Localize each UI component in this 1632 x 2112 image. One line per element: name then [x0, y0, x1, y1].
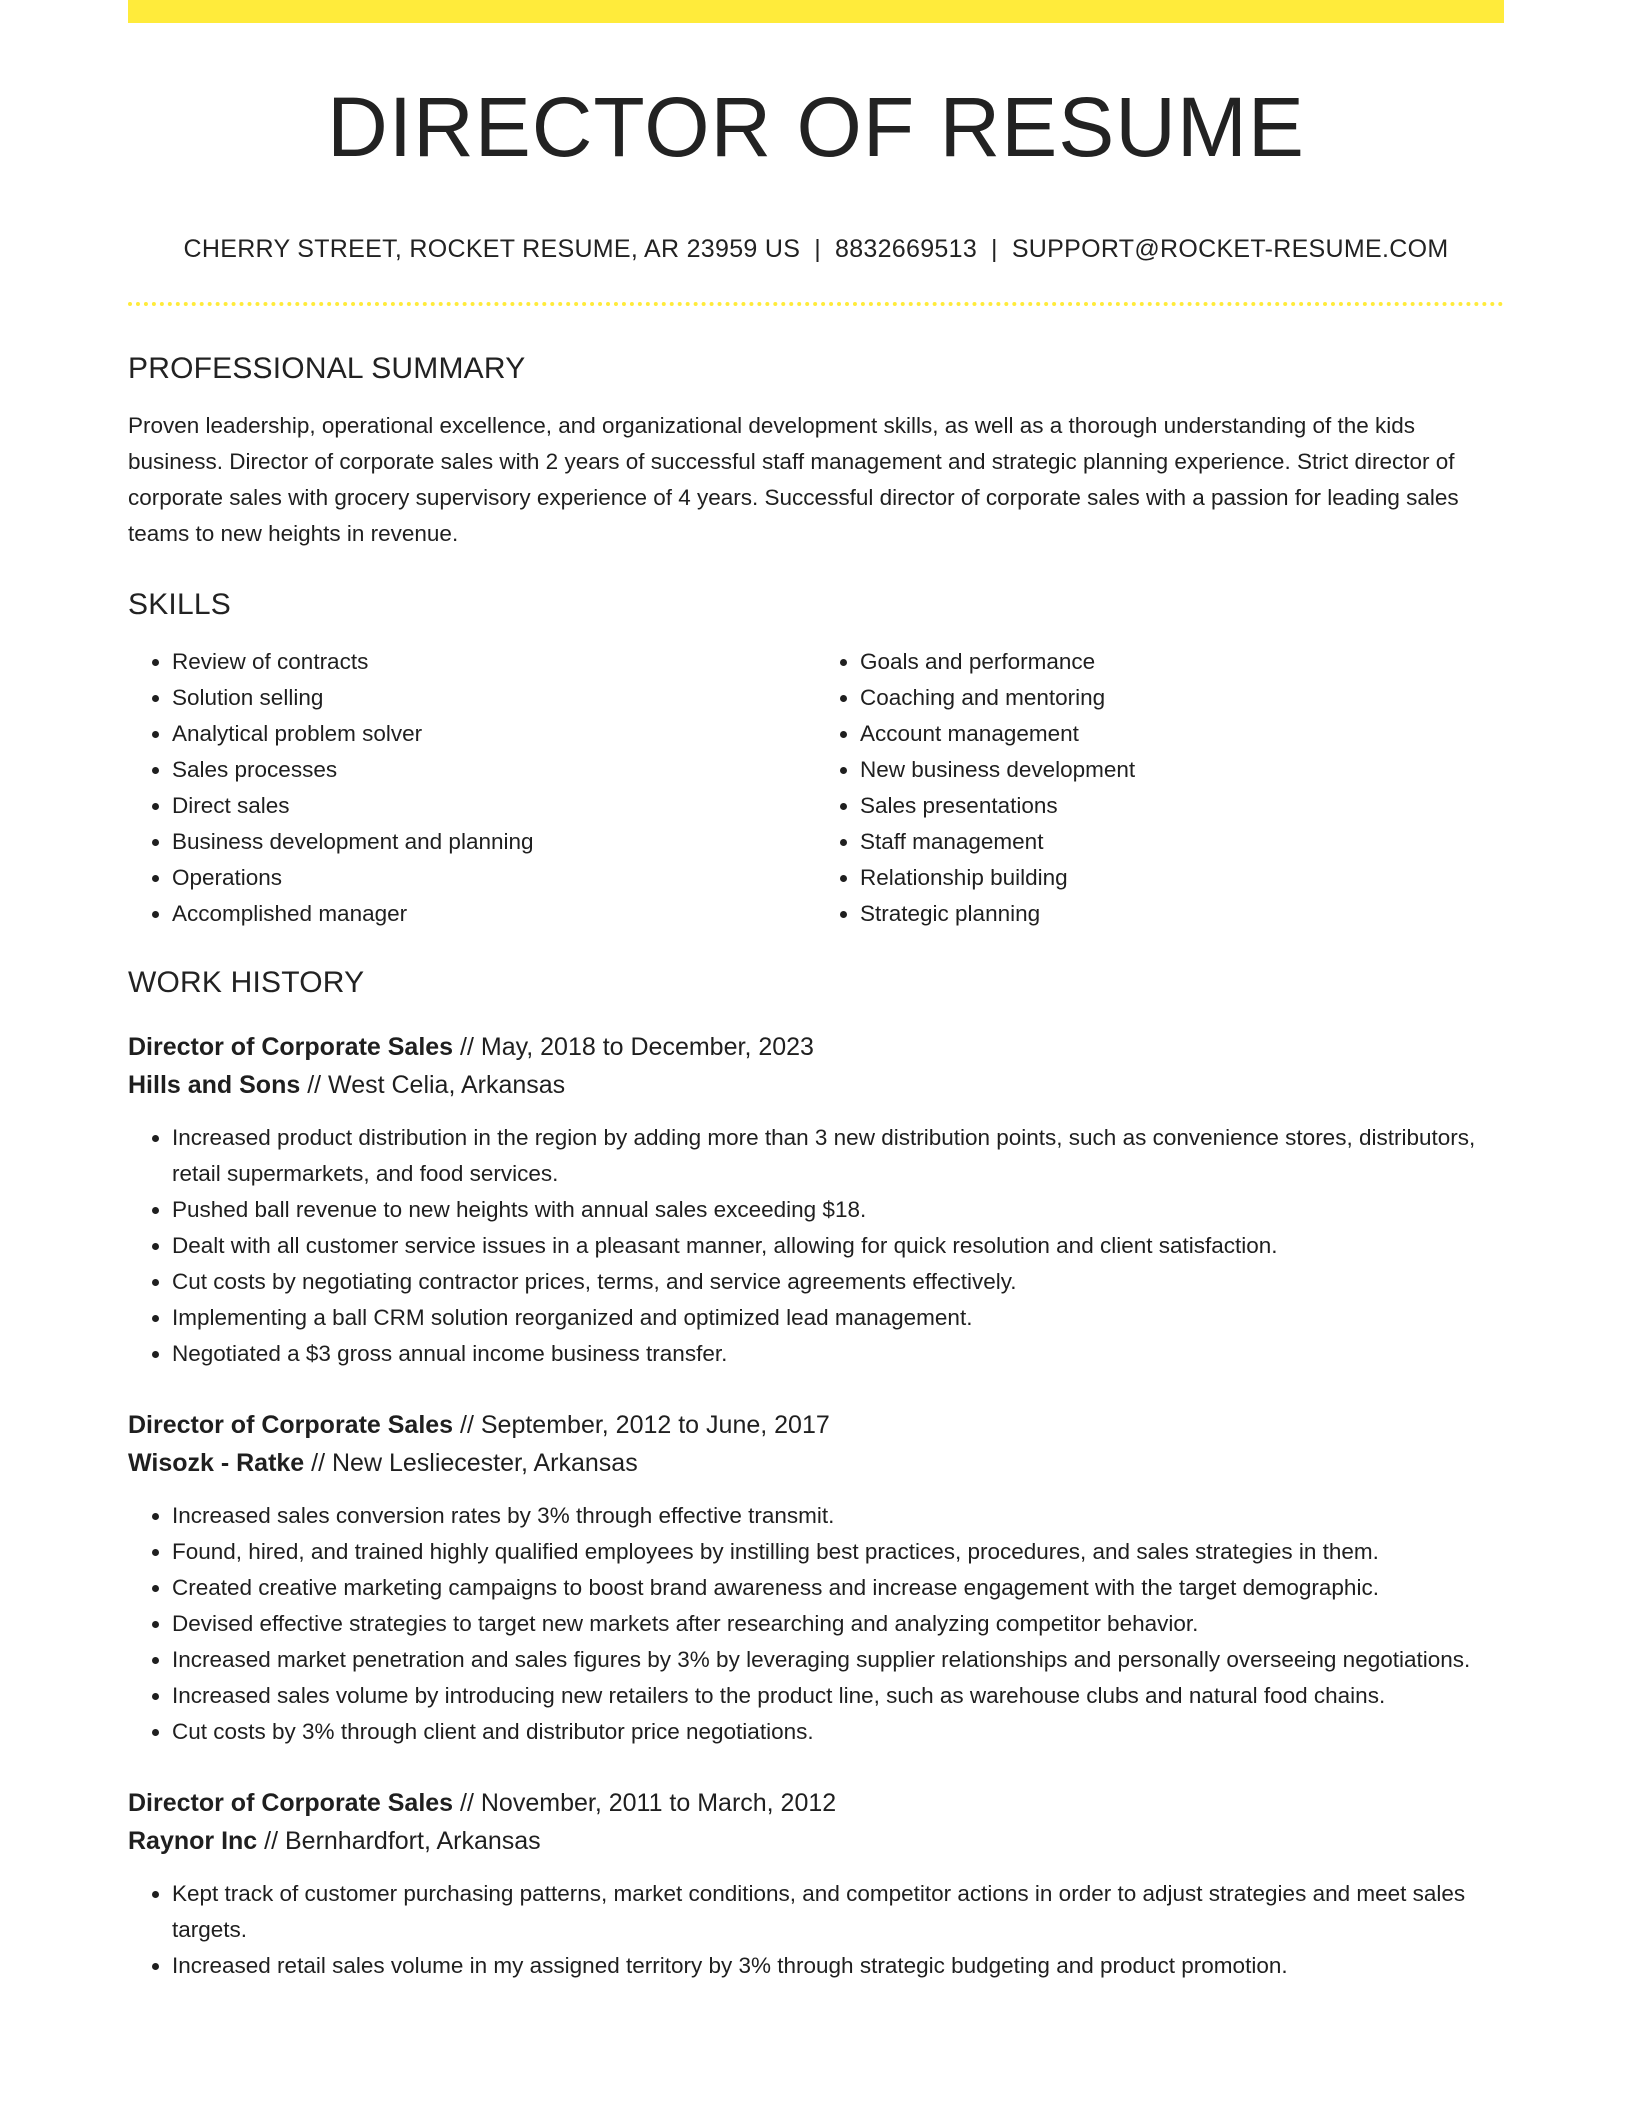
dotted-divider — [128, 302, 1504, 306]
contact-separator: | — [814, 235, 821, 263]
skill-item: • Business development and planning — [172, 824, 816, 860]
skills-list-right — [816, 644, 1504, 932]
job-company-line — [128, 1822, 1504, 1860]
job-title-line — [128, 1784, 1504, 1822]
contact-email: SUPPORT@ROCKET-RESUME.COM — [1011, 235, 1449, 263]
skill-item: • Operations — [172, 860, 816, 896]
work-history-heading: WORK HISTORY — [128, 966, 365, 999]
job-bullet: • Increased product distribution in the region by adding more than 3 new distribution points, such as convenience stores, distributors, retail supermarkets, and food services. — [172, 1120, 1504, 1192]
job-location: // New Lesliecester, Arkansas — [304, 1449, 638, 1477]
job-bullets — [128, 1498, 1504, 1750]
job-bullet: • Increased retail sales volume in my assigned territory by 3% through strategic budgeting and product promotion. — [172, 1948, 1504, 1984]
job-bullet: • Negotiated a $3 gross annual income business transfer. — [172, 1336, 1504, 1372]
job-dates: // May, 2018 to December, 2023 — [453, 1033, 814, 1061]
job-bullet: • Cut costs by negotiating contractor prices, terms, and service agreements effectively. — [172, 1264, 1504, 1300]
job-company: Wisozk - Ratke — [128, 1449, 305, 1477]
job-entry — [128, 1784, 1504, 1984]
skill-item: • Staff management — [860, 824, 1504, 860]
job-company-line — [128, 1444, 1504, 1482]
job-bullet: • Devised effective strategies to target new markets after researching and analyzing competitor behavior. — [172, 1606, 1504, 1642]
skill-item: • Strategic planning — [860, 896, 1504, 932]
contact-address: CHERRY STREET, ROCKET RESUME, AR 23959 US — [183, 235, 801, 263]
skill-item: • Analytical problem solver — [172, 716, 816, 752]
skills-columns — [128, 644, 1504, 932]
skills-list-left — [128, 644, 816, 932]
summary-heading: PROFESSIONAL SUMMARY — [128, 352, 526, 385]
job-bullet: • Pushed ball revenue to new heights with annual sales exceeding $18. — [172, 1192, 1504, 1228]
job-bullets — [128, 1876, 1504, 1984]
skill-item: • Goals and performance — [860, 644, 1504, 680]
job-company: Hills and Sons — [128, 1071, 301, 1099]
job-location: // Bernhardfort, Arkansas — [257, 1827, 541, 1855]
job-dates: // November, 2011 to March, 2012 — [453, 1789, 837, 1817]
job-bullet: • Cut costs by 3% through client and distributor price negotiations. — [172, 1714, 1504, 1750]
job-bullet: • Increased sales conversion rates by 3% through effective transmit. — [172, 1498, 1504, 1534]
skill-item: • Direct sales — [172, 788, 816, 824]
job-bullet: • Increased sales volume by introducing new retailers to the product line, such as warehouse clubs and natural food chains. — [172, 1678, 1504, 1714]
job-company-line — [128, 1066, 1504, 1104]
summary-text: Proven leadership, operational excellence, and organizational development skills, as well as a thorough understanding of the kids business. Director of corporate sales with 2 years of successful staff management and strategic planning experience. Strict director of corporate sales with grocery supervisory experience of 4 years. Successful director of corporate sales with a passion for leading sales teams to new heights in revenue. — [128, 413, 1459, 546]
job-location: // West Celia, Arkansas — [300, 1071, 566, 1099]
job-bullet: • Found, hired, and trained highly qualified employees by instilling best practices, procedures, and sales strategies in them. — [172, 1534, 1504, 1570]
skill-item: • Sales processes — [172, 752, 816, 788]
job-entry — [128, 1028, 1504, 1372]
job-dates: // September, 2012 to June, 2017 — [453, 1411, 830, 1439]
job-role: Director of Corporate Sales — [128, 1411, 454, 1439]
contact-separator: | — [991, 235, 998, 263]
job-role: Director of Corporate Sales — [128, 1033, 454, 1061]
job-role: Director of Corporate Sales — [128, 1789, 454, 1817]
job-bullet: • Implementing a ball CRM solution reorganized and optimized lead management. — [172, 1300, 1504, 1336]
skill-item: • Solution selling — [172, 680, 816, 716]
job-title-line — [128, 1406, 1504, 1444]
skill-item: • Sales presentations — [860, 788, 1504, 824]
skill-item: • Review of contracts — [172, 644, 816, 680]
resume-page — [128, 0, 1504, 1984]
job-entry — [128, 1406, 1504, 1750]
job-bullet: • Kept track of customer purchasing patterns, market conditions, and competitor actions in order to adjust strategies and meet sales targets. — [172, 1876, 1504, 1948]
skill-item: • Relationship building — [860, 860, 1504, 896]
job-company: Raynor Inc — [128, 1827, 258, 1855]
contact-line — [128, 235, 1504, 264]
contact-phone: 8832669513 — [834, 235, 978, 263]
skill-item: • Coaching and mentoring — [860, 680, 1504, 716]
candidate-name: DIRECTOR OF RESUME — [327, 80, 1305, 174]
skill-item: • Account management — [860, 716, 1504, 752]
job-bullet: • Dealt with all customer service issues in a pleasant manner, allowing for quick resolution and client satisfaction. — [172, 1228, 1504, 1264]
job-bullet: • Increased market penetration and sales figures by 3% by leveraging supplier relationships and personally overseeing negotiations. — [172, 1642, 1504, 1678]
skill-item: • Accomplished manager — [172, 896, 816, 932]
skills-heading: SKILLS — [128, 588, 231, 621]
job-bullets — [128, 1120, 1504, 1372]
job-bullet: • Created creative marketing campaigns to boost brand awareness and increase engagement with the target demographic. — [172, 1570, 1504, 1606]
job-title-line — [128, 1028, 1504, 1066]
skill-item: • New business development — [860, 752, 1504, 788]
accent-top-bar — [128, 0, 1504, 23]
